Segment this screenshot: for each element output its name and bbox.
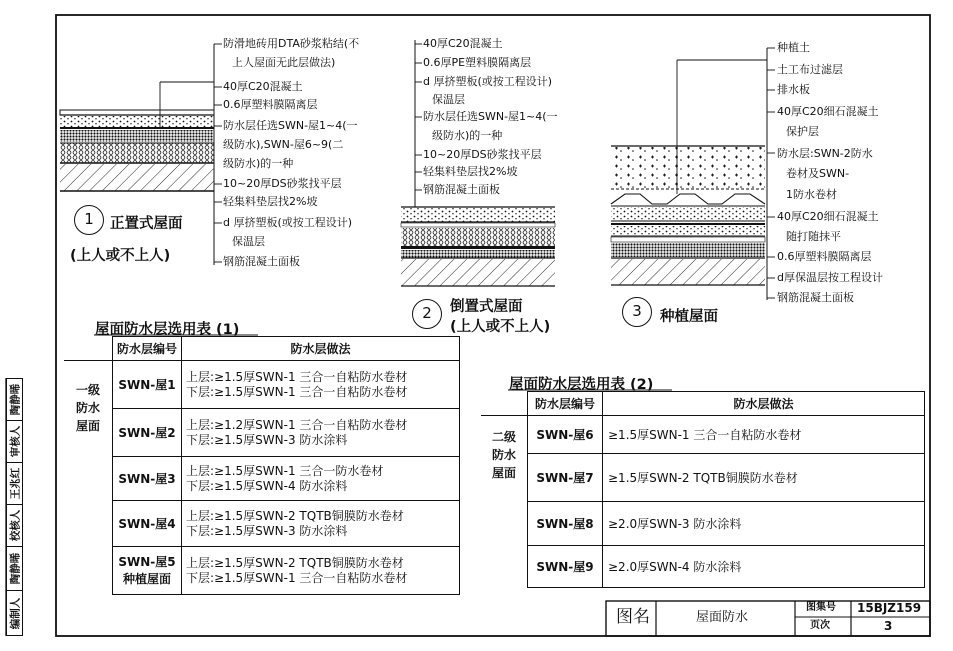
table1-lower: 下层:≥1.5厚SWN-4 防水涂料 [186, 478, 348, 493]
detail1-label: 10~20厚DS砂浆找平层 [223, 177, 342, 190]
table2-code: SWN-屋9 [528, 546, 603, 588]
sidebar-compiler-label: 编制人 [6, 590, 23, 636]
table-row [64, 547, 460, 595]
sidebar-compiler-name: 陶静晞 [6, 546, 23, 590]
table2-code: SWN-屋8 [528, 502, 603, 546]
detail1-label: 级防水)的一种 [223, 157, 294, 170]
detail3-label: 种植土 [777, 41, 810, 54]
table1-lower: 下层:≥1.5厚SWN-1 三合一自粘防水卷材 [186, 384, 408, 399]
detail1-label: 保温层 [232, 235, 265, 248]
table2-title: 屋面防水层选用表 (2) [509, 377, 654, 393]
detail3-number: 3 [622, 297, 652, 327]
table-row [64, 409, 460, 457]
table2-method: ≥1.5厚SWN-1 三合一自粘防水卷材 [603, 416, 925, 454]
detail3-label: 保护层 [786, 125, 819, 138]
table2-code: SWN-屋6 [528, 416, 603, 454]
table-row [64, 501, 460, 547]
detail2-label: d 厚挤塑板(或按工程设计) [423, 75, 553, 88]
table1-code: SWN-屋1 [113, 361, 182, 409]
detail3-label: 随打随抹平 [786, 230, 841, 243]
table-row [64, 361, 460, 409]
detail3-title: 种植屋面 [660, 309, 718, 325]
detail3-label: 土工布过滤层 [777, 63, 843, 76]
table1-upper: 上层:≥1.5厚SWN-2 TQTB铜膜防水卷材 [186, 508, 404, 523]
detail1-number: 1 [74, 205, 104, 235]
table1-group-line: 屋面 [75, 419, 100, 433]
table2-method: ≥2.0厚SWN-4 防水涂料 [603, 546, 925, 588]
sidebar-checker-name: 王兆红 [6, 462, 23, 504]
table-row [64, 457, 460, 501]
detail2-number: 2 [412, 299, 442, 329]
table1-header-method: 防水层做法 [182, 337, 460, 361]
detail2-label: 0.6厚PE塑料膜隔离层 [423, 56, 532, 69]
detail1-label: 防水层任选SWN-屋1~4(一 [223, 119, 358, 132]
page-number: 3 [884, 619, 893, 633]
table2-code: SWN-屋7 [528, 454, 603, 502]
table1-code: SWN-屋4 [113, 501, 182, 547]
atlas-label: 图集号 [806, 602, 836, 613]
detail1-label: 轻集料垫层找2%坡 [223, 195, 318, 208]
detail1-label: 40厚C20混凝土 [223, 80, 303, 93]
table1-code: SWN-屋2 [113, 409, 182, 457]
detail2-label: 钢筋混凝土面板 [423, 183, 500, 196]
detail2-label: 级防水)的一种 [432, 129, 503, 142]
waterproof-table-1 [64, 336, 460, 595]
detail3-label: 排水板 [777, 83, 810, 96]
table2-method: ≥1.5厚SWN-2 TQTB铜膜防水卷材 [603, 454, 925, 502]
sidebar-checker-label: 校核人 [6, 504, 23, 546]
table-row [481, 416, 925, 454]
detail3-label: 1防水卷材 [786, 188, 837, 201]
detail2-title: 倒置式屋面 [450, 299, 523, 315]
table2-header-method: 防水层做法 [603, 392, 925, 416]
detail3-label: 40厚C20细石混凝土 [777, 105, 879, 118]
table2-group-line: 防水 [491, 448, 516, 462]
detail1-label: 防滑地砖用DTA砂浆粘结(不 [223, 37, 360, 50]
table-row [481, 454, 925, 502]
table1-header-code: 防水层编号 [113, 337, 182, 361]
table-row [481, 502, 925, 546]
detail3-label: 0.6厚塑料膜隔离层 [777, 250, 872, 263]
table2-method: ≥2.0厚SWN-3 防水涂料 [603, 502, 925, 546]
detail1-label: 钢筋混凝土面板 [223, 255, 300, 268]
table1-code-note: 种植屋面 [122, 571, 171, 586]
atlas-number: 15BJZ159 [857, 601, 922, 615]
table1-upper: 上层:≥1.2厚SWN-1 三合一自粘防水卷材 [186, 417, 408, 432]
table-row [481, 546, 925, 588]
table1-upper: 上层:≥1.5厚SWN-1 三合一自粘防水卷材 [186, 369, 408, 384]
titleblock-label: 图名 [616, 607, 650, 627]
detail3-section [611, 48, 775, 300]
table2-group-line: 屋面 [491, 466, 516, 480]
detail1-subtitle: (上人或不上人) [70, 248, 171, 264]
detail2-label: 10~20厚DS砂浆找平层 [423, 148, 542, 161]
table1-title: 屋面防水层选用表 (1) [95, 322, 240, 338]
detail3-label: 卷材及SWN- [786, 167, 850, 180]
detail1-title: 正置式屋面 [110, 216, 183, 232]
sidebar-reviewer-name: 陶静晞 [6, 378, 23, 420]
detail3-label: 40厚C20细石混凝土 [777, 210, 879, 223]
detail2-label: 防水层任选SWN-屋1~4(一 [423, 110, 558, 123]
table1-upper: 上层:≥1.5厚SWN-2 TQTB铜膜防水卷材 [186, 555, 404, 570]
table1-code: SWN-屋3 [113, 457, 182, 501]
table2-header-code: 防水层编号 [528, 392, 603, 416]
table1-upper: 上层:≥1.5厚SWN-1 三合一防水卷材 [186, 463, 384, 478]
detail3-label: 防水层:SWN-2防水 [777, 147, 873, 160]
detail1-label: 0.6厚塑料膜隔离层 [223, 98, 318, 111]
detail1-label: 级防水),SWN-屋6~9(二 [223, 138, 344, 151]
detail3-label: d厚保温层按工程设计 [777, 271, 883, 284]
table1-lower: 下层:≥1.5厚SWN-3 防水涂料 [186, 432, 348, 447]
detail2-label: 40厚C20混凝土 [423, 37, 503, 50]
table1-group-line: 一级 [75, 383, 100, 397]
detail2-label: 保温层 [432, 93, 465, 106]
page-label: 页次 [810, 620, 830, 631]
table1-group-line: 防水 [75, 401, 100, 415]
table1-lower: 下层:≥1.5厚SWN-3 防水涂料 [186, 523, 348, 538]
table1-code: SWN-屋5 [118, 554, 176, 569]
sidebar-reviewer-label: 审核人 [6, 420, 23, 462]
detail3-label: 钢筋混凝土面板 [777, 291, 854, 304]
waterproof-table-2 [481, 391, 925, 588]
table2-group-line: 二级 [491, 430, 516, 444]
drawing-name: 屋面防水 [696, 610, 749, 625]
detail1-label: 上人屋面无此层做法) [232, 56, 336, 69]
table1-lower: 下层:≥1.5厚SWN-1 三合一自粘防水卷材 [186, 570, 408, 585]
detail1-label: d 厚挤塑板(或按工程设计) [223, 216, 353, 229]
detail2-subtitle: (上人或不上人) [450, 319, 551, 335]
detail2-label: 轻集料垫层找2%坡 [423, 165, 518, 178]
